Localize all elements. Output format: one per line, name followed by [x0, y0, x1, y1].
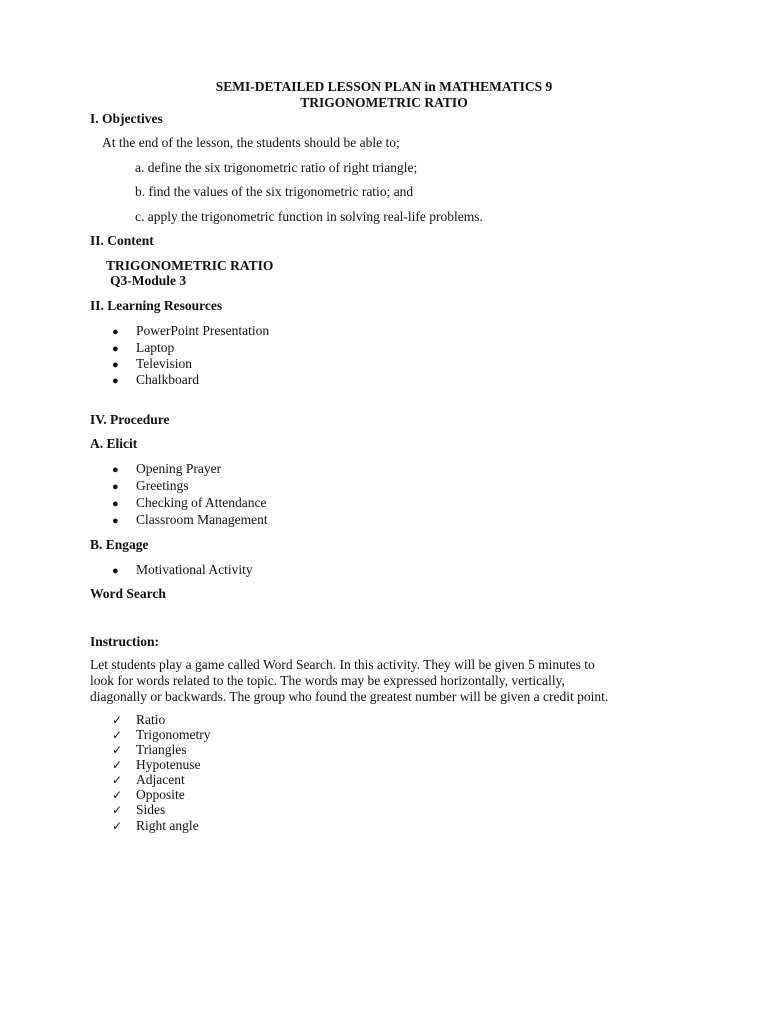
- instruction-heading: Instruction:: [90, 634, 160, 649]
- objectives-heading: I. Objectives: [90, 111, 163, 126]
- list-item: ● Opening Prayer: [112, 461, 222, 476]
- list-item: ● Television: [112, 356, 193, 371]
- bullet-dot-icon: ●: [112, 375, 119, 387]
- list-item: ● Chalkboard: [112, 372, 199, 387]
- instruction-line: Let students play a game called Word Search. In this activity. They will be given 5 minutes to: [90, 657, 595, 672]
- list-item: ● Laptop: [112, 340, 175, 355]
- content-topic: TRIGONOMETRIC RATIO: [106, 258, 274, 273]
- bullet-dot-icon: ●: [112, 515, 119, 527]
- document-title: SEMI-DETAILED LESSON PLAN in MATHEMATICS 9: [215, 79, 553, 94]
- word-item: ✓ Hypotenuse: [112, 757, 201, 772]
- checkmark-icon: ✓: [112, 788, 123, 802]
- bullet-dot-icon: ●: [112, 464, 119, 476]
- checkmark-icon: ✓: [112, 743, 123, 757]
- bullet-dot-icon: ●: [112, 481, 119, 493]
- content-module: Q3-Module 3: [110, 273, 187, 288]
- word-item: ✓ Triangles: [112, 742, 187, 757]
- checkmark-icon: ✓: [112, 773, 123, 787]
- engage-heading: B. Engage: [90, 537, 149, 552]
- objective-item: a. define the six trigonometric ratio of right triangle;: [135, 160, 418, 175]
- bullet-dot-icon: ●: [112, 565, 119, 577]
- list-item: ● Greetings: [112, 478, 189, 493]
- resources-heading: II. Learning Resources: [90, 298, 223, 313]
- instruction-line: diagonally or backwards. The group who found the greatest number will be given a credit point.: [90, 689, 609, 704]
- checkmark-icon: ✓: [112, 819, 123, 833]
- checkmark-icon: ✓: [112, 713, 123, 727]
- bullet-dot-icon: ●: [112, 343, 119, 355]
- list-item: ● Motivational Activity: [112, 562, 253, 577]
- checkmark-icon: ✓: [112, 803, 123, 817]
- word-item: ✓ Adjacent: [112, 772, 185, 787]
- word-item: ✓ Right angle: [112, 818, 199, 833]
- list-item: ● PowerPoint Presentation: [112, 323, 270, 338]
- procedure-heading: IV. Procedure: [90, 412, 170, 427]
- list-item: ● Classroom Management: [112, 512, 268, 527]
- word-item: ✓ Sides: [112, 802, 166, 817]
- word-item: ✓ Ratio: [112, 712, 166, 727]
- objective-item: b. find the values of the six trigonometric ratio; and: [135, 184, 414, 199]
- checkmark-icon: ✓: [112, 728, 123, 742]
- word-item: ✓ Trigonometry: [112, 727, 211, 742]
- bullet-dot-icon: ●: [112, 326, 119, 338]
- word-search-heading: Word Search: [90, 586, 166, 601]
- list-item: ● Checking of Attendance: [112, 495, 267, 510]
- instruction-line: look for words related to the topic. The words may be expressed horizontally, vertically,: [90, 673, 565, 688]
- bullet-dot-icon: ●: [112, 359, 119, 371]
- word-item: ✓ Opposite: [112, 787, 185, 802]
- content-heading: II. Content: [90, 233, 154, 248]
- objective-item: c. apply the trigonometric function in solving real-life problems.: [135, 209, 483, 224]
- objectives-intro: At the end of the lesson, the students should be able to;: [102, 135, 400, 150]
- elicit-heading: A. Elicit: [90, 436, 138, 451]
- document-subtitle: TRIGONOMETRIC RATIO: [300, 95, 468, 110]
- bullet-dot-icon: ●: [112, 498, 119, 510]
- checkmark-icon: ✓: [112, 758, 123, 772]
